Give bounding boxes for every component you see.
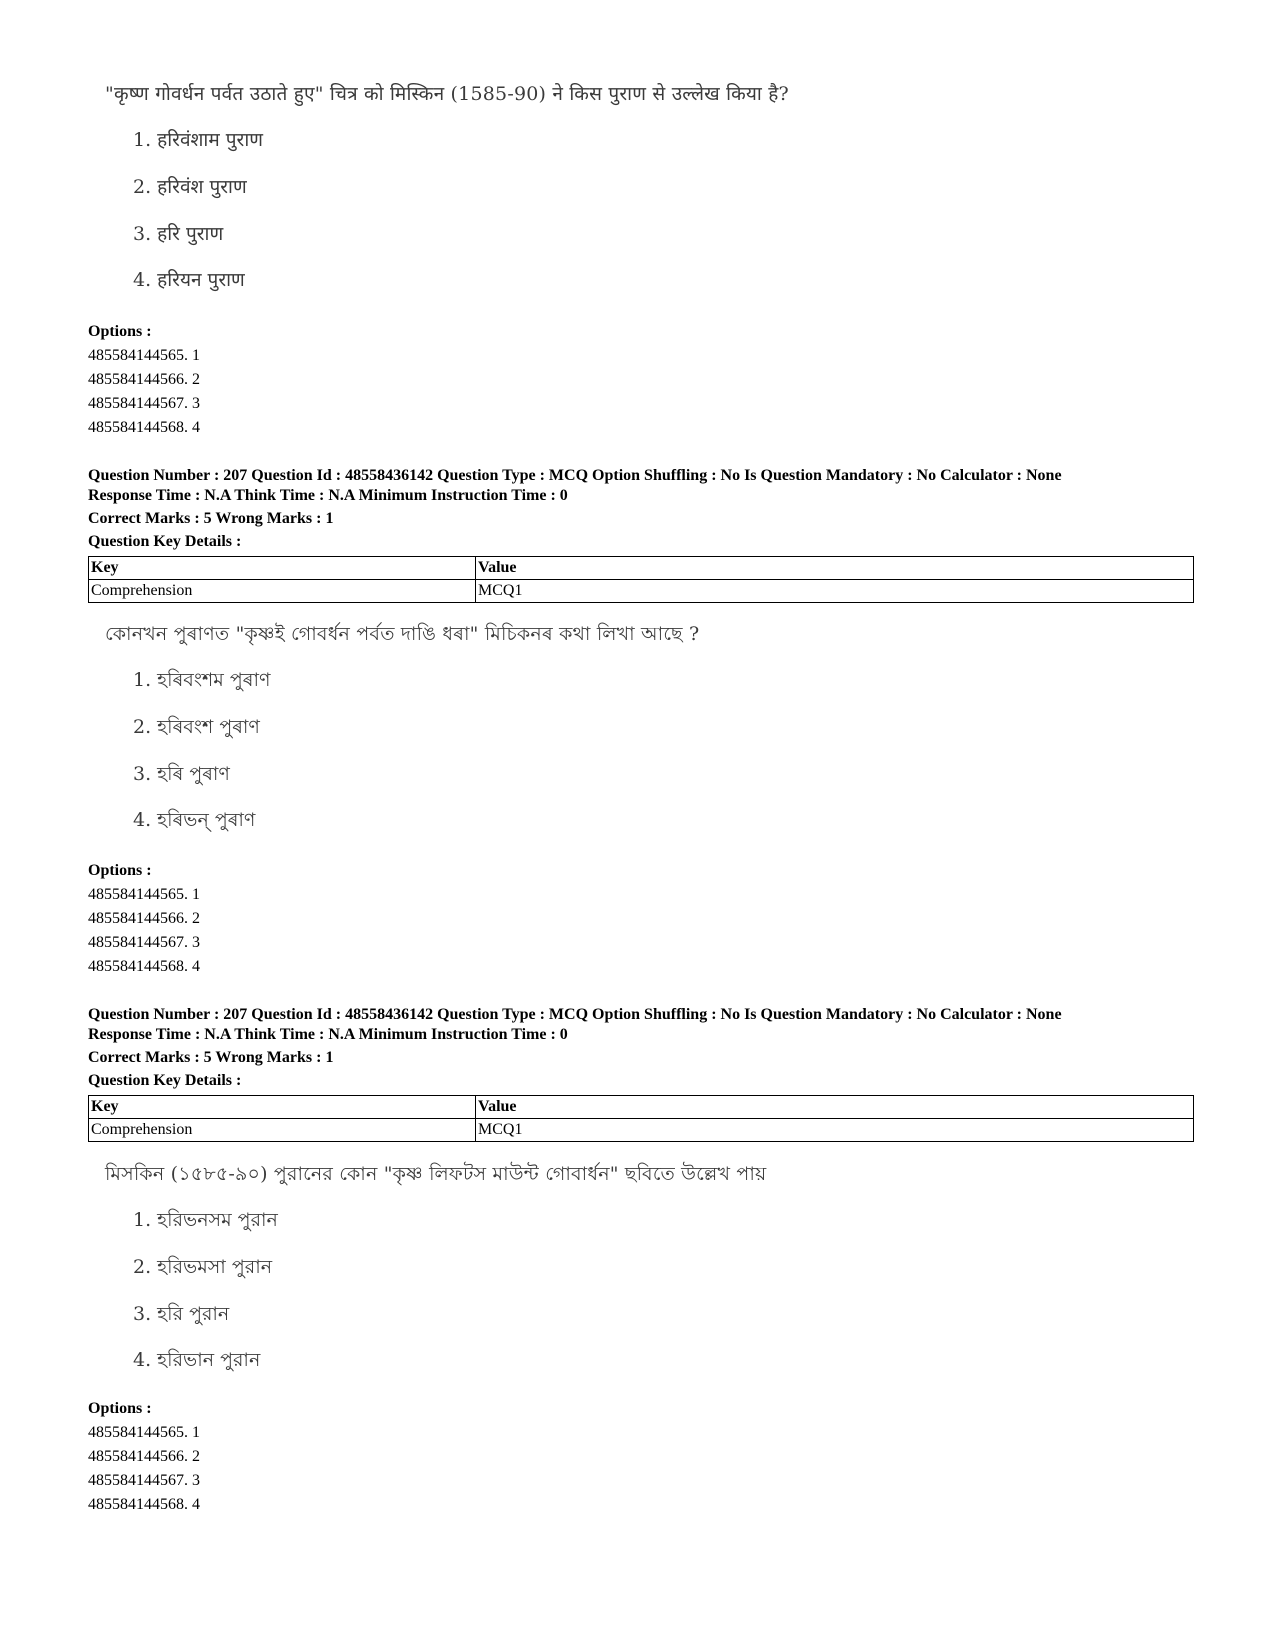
- question-image-3: [105, 1160, 1005, 1380]
- choice-1: 1. हरिवंशाम पुराण: [133, 129, 263, 151]
- option-id: 485584144567. 3: [88, 395, 200, 412]
- key-details-label: Question Key Details :: [88, 533, 242, 550]
- table-header-row: [89, 1096, 1194, 1119]
- option-id: 485584144567. 3: [88, 1472, 200, 1489]
- option-id: 485584144568. 4: [88, 419, 200, 436]
- table-cell-key: Comprehension: [89, 580, 476, 603]
- table-header-value: Value: [476, 557, 1194, 580]
- options-label: Options :: [88, 1400, 152, 1417]
- table-header-key: Key: [89, 557, 476, 580]
- options-list: [88, 320, 200, 440]
- options-label: Options :: [88, 323, 152, 340]
- table-cell-key: Comprehension: [89, 1119, 476, 1142]
- choice-3: 3. হৰি পুৰাণ: [133, 763, 230, 785]
- choice-2: 2. हरिवंश पुराण: [133, 176, 247, 198]
- option-id: 485584144567. 3: [88, 934, 200, 951]
- meta-line-2: Response Time : N.A Think Time : N.A Minimum Instruction Time : 0: [88, 1026, 568, 1043]
- choice-2: 2. হৰিবংশ পুৰাণ: [133, 716, 260, 738]
- choice-2: 2. হরিভমসা পুরান: [133, 1256, 273, 1278]
- meta-line-1: Question Number : 207 Question Id : 48558436142 Question Type : MCQ Option Shuffling : No Is Question Mandatory : No Calculator : None: [88, 467, 1062, 484]
- question-meta: [88, 466, 1198, 552]
- table-row: [89, 1119, 1194, 1142]
- options-list: [88, 859, 200, 979]
- option-id: 485584144565. 1: [88, 1424, 200, 1441]
- table-header-value: Value: [476, 1096, 1194, 1119]
- options-label: Options :: [88, 862, 152, 879]
- options-list: [88, 1397, 200, 1517]
- table-row: [89, 580, 1194, 603]
- option-id: 485584144566. 2: [88, 1448, 200, 1465]
- question-text: "कृष्ण गोवर्धन पर्वत उठाते हुए" चित्र को मिस्किन (1585-90) ने किस पुराण से उल्लेख किया है?: [105, 83, 789, 105]
- meta-line-2: Response Time : N.A Think Time : N.A Minimum Instruction Time : 0: [88, 487, 568, 504]
- key-details-table: [88, 556, 1194, 603]
- key-details-label: Question Key Details :: [88, 1072, 242, 1089]
- question-text: মিসকিন (১৫৮৫-৯০) পুরানের কোন "কৃষ্ণ লিফটস মাউন্ট গোবার্ধন" ছবিতে উল্লেখ পায়: [105, 1163, 767, 1185]
- marks-line: Correct Marks : 5 Wrong Marks : 1: [88, 1049, 334, 1066]
- choice-4: 4. হৰিভন্ পুৰাণ: [133, 809, 256, 831]
- option-id: 485584144565. 1: [88, 347, 200, 364]
- marks-line: Correct Marks : 5 Wrong Marks : 1: [88, 510, 334, 527]
- choice-4: 4. हरियन पुराण: [133, 269, 245, 291]
- table-cell-value: MCQ1: [476, 580, 1194, 603]
- table-header-key: Key: [89, 1096, 476, 1119]
- key-details-table: [88, 1095, 1194, 1142]
- choice-3: 3. হরি পুরান: [133, 1303, 230, 1325]
- option-id: 485584144566. 2: [88, 371, 200, 388]
- question-image-1: [105, 80, 1005, 300]
- question-image-2: [105, 620, 1005, 840]
- option-id: 485584144565. 1: [88, 886, 200, 903]
- choice-1: 1. হৰিবংশম পুৰাণ: [133, 669, 271, 691]
- meta-line-1: Question Number : 207 Question Id : 48558436142 Question Type : MCQ Option Shuffling : No Is Question Mandatory : No Calculator : None: [88, 1006, 1062, 1023]
- table-header-row: [89, 557, 1194, 580]
- question-text: কোনখন পুৰাণত "কৃষ্ণই গোবৰ্ধন পৰ্বত দাঙি ধৰা" মিচিকনৰ কথা লিখা আছে ?: [105, 623, 700, 645]
- option-id: 485584144568. 4: [88, 958, 200, 975]
- table-cell-value: MCQ1: [476, 1119, 1194, 1142]
- question-meta: [88, 1005, 1198, 1091]
- option-id: 485584144566. 2: [88, 910, 200, 927]
- choice-4: 4. হরিভান পুরান: [133, 1349, 261, 1371]
- choice-3: 3. हरि पुराण: [133, 223, 224, 245]
- choice-1: 1. হরিভনসম পুরান: [133, 1209, 278, 1231]
- option-id: 485584144568. 4: [88, 1496, 200, 1513]
